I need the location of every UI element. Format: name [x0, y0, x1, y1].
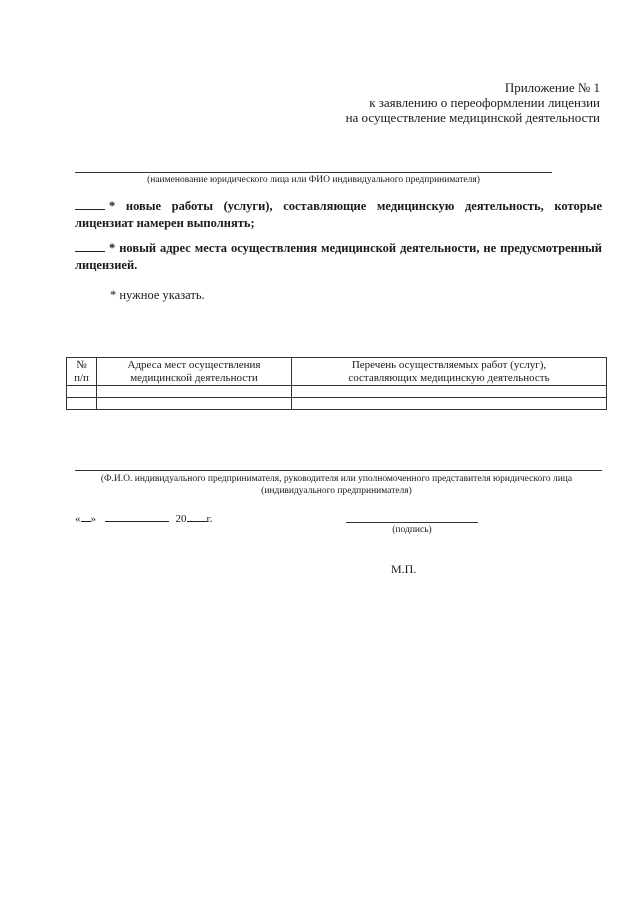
cell-number[interactable]	[67, 398, 97, 410]
cell-address[interactable]	[97, 398, 292, 410]
option-new-address-text-2: лицензией.	[75, 258, 138, 272]
col-address-header	[97, 358, 292, 386]
option-new-works-text-2: лицензиат намерен выполнять;	[75, 216, 255, 230]
col-works-header-l1: Перечень осуществляемых работ (услуг),	[351, 358, 547, 371]
col-works-header	[292, 358, 607, 386]
date-day-blank[interactable]	[81, 511, 91, 522]
cell-address[interactable]	[97, 386, 292, 398]
footnote: * нужное указать.	[110, 288, 205, 302]
signature-caption: (подпись)	[392, 525, 432, 535]
org-name-caption: (наименование юридического лица или ФИО индивидуального предпринимателя)	[147, 175, 480, 185]
date-year-blank[interactable]	[187, 511, 207, 522]
address-works-table	[66, 357, 607, 410]
org-name-line[interactable]	[75, 172, 552, 173]
stamp-label: М.П.	[391, 562, 417, 576]
col-address-header-l2: медицинской деятельности	[130, 371, 258, 384]
table-header-row	[67, 358, 607, 386]
col-address-header-l1: Адреса мест осуществления	[127, 358, 261, 371]
date-close-quote: »	[90, 513, 96, 525]
table-row	[67, 398, 607, 410]
appendix-title: Приложение № 1	[504, 80, 600, 95]
col-works-header-l2: составляющих медицинскую деятельность	[348, 371, 550, 384]
option-new-works	[75, 198, 602, 232]
option-new-works-text-1: * новые работы (услуги), составляющие медицинскую деятельность, которые	[109, 199, 602, 213]
cell-number[interactable]	[67, 386, 97, 398]
cell-works[interactable]	[292, 386, 607, 398]
signer-caption: (Ф.И.О. индивидуального предпринимателя, руководителя или уполномоченного представителя юридического лица	[100, 474, 573, 484]
col-number-header-l1: №	[76, 358, 87, 371]
date-month-blank[interactable]	[105, 511, 169, 522]
appendix-subtitle-2: на осуществление медицинской деятельности	[345, 110, 600, 125]
option-new-works-blank[interactable]	[75, 198, 105, 210]
signer-caption-2: (индивидуального предпринимателя)	[261, 486, 412, 496]
date-open-quote: «	[75, 513, 81, 525]
date-field	[75, 511, 213, 525]
date-year-suffix: г.	[206, 513, 213, 525]
table-row	[67, 386, 607, 398]
col-number-header-l2: п/п	[74, 371, 89, 384]
option-new-address	[75, 240, 602, 274]
option-new-address-blank[interactable]	[75, 240, 105, 252]
signer-name-line[interactable]	[75, 470, 602, 471]
col-number-header	[67, 358, 97, 386]
option-new-address-text-1: * новый адрес места осуществления медицинской деятельности, не предусмотренный	[109, 241, 602, 255]
cell-works[interactable]	[292, 398, 607, 410]
signature-line[interactable]	[346, 522, 478, 523]
date-year-prefix: 20	[175, 513, 187, 525]
appendix-subtitle: к заявлению о переоформлении лицензии	[369, 95, 600, 110]
